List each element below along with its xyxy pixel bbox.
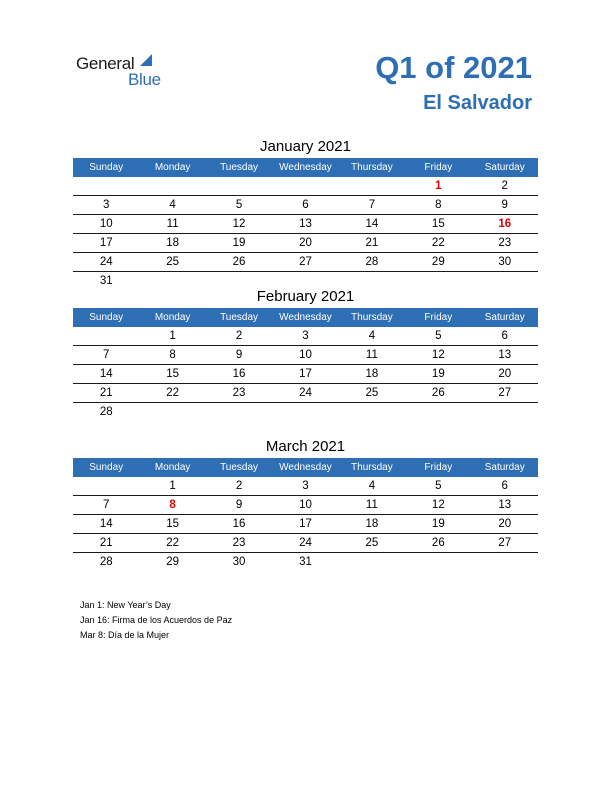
generalblue-logo: [76, 52, 176, 92]
weekday-header-row: [73, 308, 538, 327]
weekday-label: Thursday: [351, 312, 393, 323]
day-cell: 24: [299, 537, 312, 549]
weekday-label: Tuesday: [220, 462, 259, 473]
day-cell: 20: [498, 518, 512, 530]
week-row: [73, 553, 538, 571]
weekday-label: Monday: [154, 312, 191, 323]
day-cell: 29: [431, 256, 445, 268]
day-cell: 19: [232, 237, 246, 249]
day-cell: 5: [435, 480, 442, 492]
day-cell: 6: [501, 480, 508, 492]
day-cell: 31: [99, 275, 113, 287]
day-cell: 9: [501, 199, 508, 211]
day-cell: [472, 403, 538, 421]
day-cell: 10: [299, 349, 312, 361]
day-cell: 28: [365, 256, 379, 268]
day-cell: 21: [99, 537, 113, 549]
day-cell: 18: [166, 237, 180, 249]
day-cell: 11: [166, 218, 179, 230]
week-row: [73, 177, 538, 196]
day-cell: 20: [498, 368, 512, 380]
week-row: [73, 477, 538, 496]
day-cell: 11: [365, 349, 378, 361]
weekday-label: Monday: [154, 462, 191, 473]
day-cell: 12: [431, 499, 445, 511]
day-cell: 23: [232, 387, 246, 399]
day-cell: 8: [169, 349, 176, 361]
weekday-label: Thursday: [351, 462, 393, 473]
day-cell: 27: [498, 537, 512, 549]
day-cell: 23: [232, 537, 246, 549]
day-cell: 14: [365, 218, 379, 230]
day-cell: 27: [299, 256, 312, 268]
day-cell: [73, 477, 139, 495]
week-row: [73, 346, 538, 365]
day-cell: 29: [166, 556, 180, 568]
holiday-day-cell: 1: [435, 180, 442, 192]
holiday-day-cell: 16: [498, 218, 512, 230]
week-row: [73, 215, 538, 234]
day-cell: [139, 177, 205, 195]
weekday-label: Friday: [424, 462, 453, 473]
day-cell: 13: [498, 349, 512, 361]
day-cell: 7: [368, 199, 376, 211]
weekday-label: Friday: [424, 312, 453, 323]
day-cell: 7: [103, 349, 110, 361]
day-cell: 15: [166, 368, 180, 380]
weekday-label: Saturday: [484, 462, 525, 473]
weekday-label: Sunday: [89, 462, 124, 473]
day-cell: 28: [99, 556, 113, 568]
day-cell: 19: [431, 368, 445, 380]
day-cell: 16: [232, 518, 246, 530]
day-cell: 22: [431, 237, 445, 249]
logo-word-blue: Blue: [128, 70, 161, 89]
holiday-note: Mar 8: Día de la Mujer: [80, 630, 170, 640]
day-cell: 18: [365, 518, 379, 530]
day-cell: 2: [501, 180, 508, 192]
week-row: [73, 196, 538, 215]
weekday-label: Friday: [424, 162, 453, 173]
day-cell: [272, 177, 338, 195]
week-row: [73, 365, 538, 384]
day-cell: 3: [103, 199, 110, 211]
day-cell: 13: [498, 499, 512, 511]
day-cell: 17: [299, 518, 312, 530]
day-cell: 3: [302, 330, 309, 342]
day-cell: 25: [365, 387, 379, 399]
day-cell: 8: [435, 199, 442, 211]
day-cell: [405, 403, 471, 421]
day-cell: 27: [498, 387, 512, 399]
page-title: Q1 of 2021: [375, 50, 532, 85]
day-cell: 2: [235, 480, 243, 492]
logo-triangle-icon: [140, 54, 152, 66]
day-cell: 9: [235, 499, 243, 511]
day-cell: 24: [99, 256, 113, 268]
day-cell: 15: [431, 218, 445, 230]
day-cell: 5: [235, 199, 243, 211]
day-cell: 15: [166, 518, 180, 530]
weekday-label: Saturday: [484, 162, 525, 173]
country-name: El Salvador: [423, 92, 532, 114]
day-cell: 3: [302, 480, 309, 492]
week-row: [73, 534, 538, 553]
weekday-label: Tuesday: [220, 162, 259, 173]
day-cell: 26: [431, 387, 445, 399]
day-cell: 12: [232, 218, 246, 230]
day-cell: 22: [166, 537, 180, 549]
day-cell: 4: [169, 199, 176, 211]
month-title: January 2021: [260, 138, 351, 155]
day-cell: [405, 553, 471, 571]
day-cell: 31: [299, 556, 312, 568]
day-cell: 22: [166, 387, 180, 399]
day-cell: 6: [302, 199, 309, 211]
day-cell: [272, 403, 338, 421]
week-row: [73, 384, 538, 403]
day-cell: 21: [99, 387, 113, 399]
month-january: [73, 136, 538, 290]
holiday-note: Jan 1: New Year’s Day: [80, 600, 171, 610]
month-february: [73, 286, 538, 421]
weekday-label: Saturday: [484, 312, 525, 323]
day-cell: 26: [232, 256, 246, 268]
day-cell: 4: [368, 330, 376, 342]
day-cell: [472, 553, 538, 571]
day-cell: 5: [435, 330, 442, 342]
day-cell: 21: [365, 237, 379, 249]
day-cell: 28: [99, 406, 113, 418]
weekday-label: Tuesday: [220, 312, 259, 323]
day-cell: 25: [166, 256, 180, 268]
day-cell: 30: [232, 556, 246, 568]
day-cell: 17: [299, 368, 312, 380]
day-cell: 19: [431, 518, 445, 530]
weekday-label: Monday: [154, 162, 191, 173]
day-cell: 20: [299, 237, 312, 249]
weekday-header-row: [73, 158, 538, 177]
weekday-label: Wednesday: [279, 162, 332, 173]
day-cell: 14: [99, 368, 113, 380]
day-cell: 25: [365, 537, 379, 549]
weekday-label: Wednesday: [279, 462, 332, 473]
day-cell: 1: [169, 330, 176, 342]
day-cell: [206, 403, 272, 421]
day-cell: [73, 327, 139, 345]
day-cell: 24: [299, 387, 312, 399]
day-cell: 9: [235, 349, 243, 361]
weekday-label: Sunday: [89, 312, 124, 323]
holiday-day-cell: 8: [169, 499, 176, 511]
day-cell: 16: [232, 368, 246, 380]
day-cell: 17: [99, 237, 113, 249]
month-title: March 2021: [265, 438, 346, 455]
day-cell: 11: [365, 499, 378, 511]
weekday-label: Thursday: [351, 162, 393, 173]
holiday-note: Jan 16: Firma de los Acuerdos de Paz: [80, 615, 233, 625]
day-cell: [73, 177, 139, 195]
weekday-header-row: [73, 458, 538, 477]
week-row: [73, 515, 538, 534]
day-cell: 30: [498, 256, 512, 268]
month-title: February 2021: [256, 288, 355, 305]
weekday-label: Sunday: [89, 162, 124, 173]
day-cell: [339, 177, 405, 195]
day-cell: [206, 177, 272, 195]
logo-word-general: General: [76, 54, 135, 73]
day-cell: 12: [431, 349, 445, 361]
day-cell: [339, 403, 405, 421]
holiday-notes: [80, 598, 232, 643]
week-row: [73, 234, 538, 253]
day-cell: 4: [368, 480, 376, 492]
day-cell: [139, 403, 205, 421]
day-cell: 2: [235, 330, 243, 342]
day-cell: 10: [99, 218, 113, 230]
weekday-label: Wednesday: [279, 312, 332, 323]
week-row: [73, 327, 538, 346]
day-cell: 7: [103, 499, 110, 511]
week-row: [73, 496, 538, 515]
day-cell: [339, 553, 405, 571]
day-cell: 14: [99, 518, 113, 530]
day-cell: 10: [299, 499, 312, 511]
day-cell: 23: [498, 237, 512, 249]
day-cell: 6: [501, 330, 508, 342]
day-cell: 1: [169, 480, 176, 492]
week-row: [73, 253, 538, 272]
day-cell: 26: [431, 537, 445, 549]
day-cell: 18: [365, 368, 379, 380]
day-cell: 13: [299, 218, 312, 230]
month-march: [73, 436, 538, 571]
week-row: [73, 403, 538, 421]
